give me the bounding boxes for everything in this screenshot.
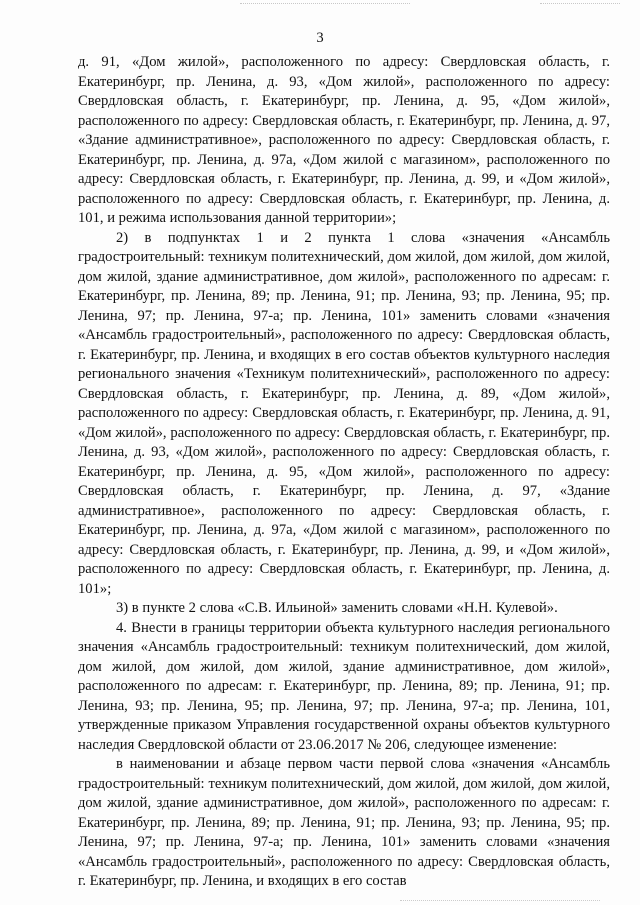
paragraph-amendment: в наименовании и абзаце первом части первой слова «значения «Ансамбль градостроительный: техникум политехнический, дом жилой, дом жилой, дом жилой, дом жилой, здание административное, дом жилой», расположенного по адресам: г. Екатеринбург, пр. Ленина, 89; пр. Ленина, 91; пр. Ленина, 93; пр. Ленина, 95; пр. Ленина, 97; пр. Ленина, 97-а; пр. Ленина, 101» заменить словами «значения «Ансамбль градостроительный», расположенного по адресу: Свердловская область, г. Екатеринбург, пр. Ленина, и входящих в его состав bbox=[78, 756, 610, 889]
scan-artifact bbox=[240, 3, 410, 8]
scan-artifact bbox=[540, 3, 620, 8]
paragraph-item-4: 4. Внести в границы территории объекта культурного наследия регионального значения «Ансамбль градостроительный: техникум политехнический, дом жилой, дом жилой, дом жилой, дом жилой, здание административное, дом жилой», расположенного по адресам: г. Екатеринбург, пр. Ленина, 89; пр. Ленина, 91; пр. Ленина, 93; пр. Ленина, 95; пр. Ленина, 97; пр. Ленина, 97-а; пр. Ленина, 101, утвержденные приказом Управления государственной охраны объектов культурного наследия Свердловской области от 23.06.2017 № 206, следующее изменение: bbox=[78, 619, 610, 753]
scan-artifact bbox=[400, 897, 600, 901]
paragraph-continuation: д. 91, «Дом жилой», расположенного по адресу: Свердловская область, г. Екатеринбург, пр. Ленина, д. 93, «Дом жилой», расположенного по адресу: Свердловская область, г. Екатеринбург, пр. Ленина, д. 95, «Дом жилой», расположенного по адресу: Свердловская область, г. Екатеринбург, пр. Ленина, д. 97, «Здание административное», расположенного по адресу: Свердловская область, г. Екатеринбург, пр. Ленина, д. 97а, «Дом жилой с магазином», расположенного по адресу: Свердловская область, г. Екатеринбург, пр. Ленина, д. 99, и «Дом жилой», расположенного по адресу: Свердловская область, г. Екатеринбург, пр. Ленина, д. 101, и режима использования данной территории»; bbox=[78, 54, 610, 226]
page-number: 3 bbox=[316, 30, 324, 46]
paragraph-subitem-3: 3) в пункте 2 слова «С.В. Ильиной» заменить словами «Н.Н. Кулевой». bbox=[116, 600, 558, 616]
paragraph-subitem-2: 2) в подпунктах 1 и 2 пункта 1 слова «значения «Ансамбль градостроительный: техникум политехнический, дом жилой, дом жилой, дом жилой, дом жилой, здание административное, дом жилой», расположенного по адресам: г. Екатеринбург, пр. Ленина, 89; пр. Ленина, 91; пр. Ленина, 93; пр. Ленина, 95; пр. Ленина, 97; пр. Ленина, 97-а; пр. Ленина, 101» заменить словами «значения «Ансамбль градостроительный», расположенного по адресу: Свердловская область, г. Екатеринбург, пр. Ленина, и входящих в его состав объектов культурного наследия регионального значения «Техникум политехнический», расположенного по адресу: Свердловская область, г. Екатеринбург, пр. Ленина, д. 89, «Дом жилой», расположенного по адресу: Свердловская область, г. Екатеринбург, пр. Ленина, д. 91, «Дом жилой», расположенного по адресу: Свердловская область, г. Екатеринбург, пр. Ленина, д. 93, «Дом жилой», расположенного по адресу: Свердловская область, г. Екатеринбург, пр. Ленина, д. 95, «Дом жилой», расположенного по адресу: Свердловская область, г. Екатеринбург, пр. Ленина, д. 97, «Здание административное», расположенного по адресу: Свердловская область, г. Екатеринбург, пр. Ленина, д. 97а, «Дом жилой с магазином», расположенного по адресу: Свердловская область, г. Екатеринбург, пр. Ленина, д. 99, и «Дом жилой», расположенного по адресу: Свердловская область, г. Екатеринбург, пр. Ленина, д. 101»; bbox=[78, 229, 610, 597]
document-body bbox=[78, 53, 610, 892]
